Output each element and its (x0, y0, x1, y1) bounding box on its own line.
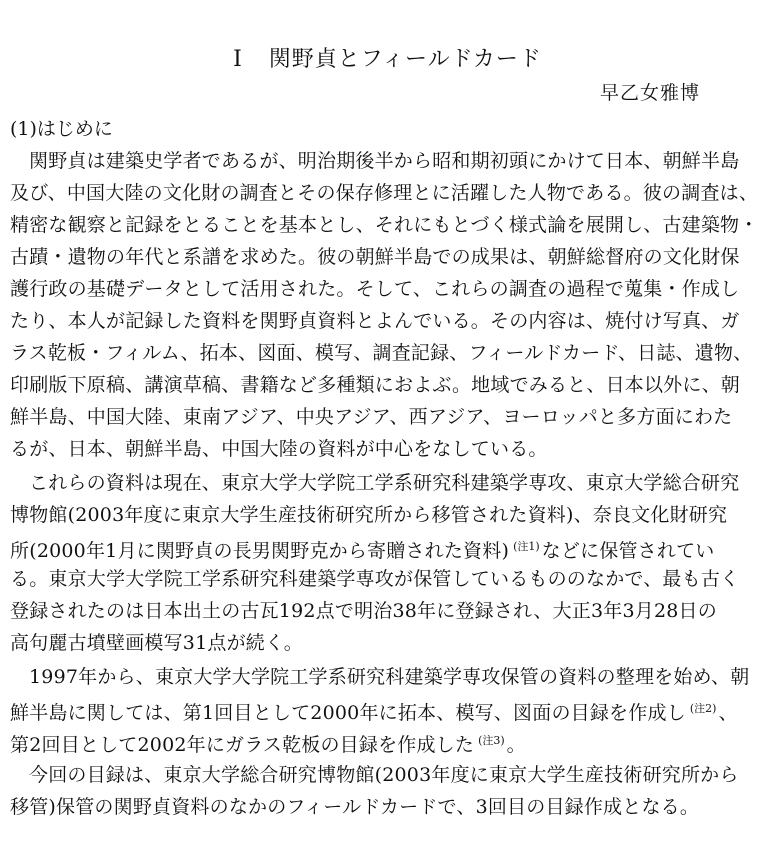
line-text: 、 (718, 702, 738, 724)
footnote-marker: (注2) (689, 702, 717, 715)
paragraph-line: 関野貞は建築史学者であるが、明治期後半から昭和期初頭にかけて日本、朝鮮半島 (29, 150, 740, 172)
line-text: 第2回目として2002年にガラス乾板の目録を作成した (10, 734, 475, 756)
paragraph-line: 登録されたのは日本出土の古瓦192点で明治38年に登録され、大正3年3月28日の (10, 600, 717, 622)
paragraph-line: 1997年から、東京大学大学院工学系研究科建築学専攻保管の資料の整理を始め、朝 (29, 666, 750, 688)
paragraph-line (10, 531, 770, 563)
line-text: 所(2000年1月に関野貞の長男関野克から寄贈された資料) (10, 540, 510, 562)
paragraph-line: 印刷版下原稿、講演草稿、書籍など多種類におよぶ。地域でみると、日本以外に、朝 (10, 374, 740, 396)
chapter-title-text: 関野貞とフィールドカード (268, 47, 542, 72)
paragraph-line: 博物館(2003年度に東京大学生産技術研究所から移管された資料)、奈良文化財研究 (10, 504, 728, 526)
footnote-marker: (注3) (478, 734, 505, 747)
paragraph-line: る。東京大学大学院工学系研究科建築学専攻が保管しているもののなかで、最も古く (10, 568, 740, 590)
paragraph-line: 護行政の基礎データとして活用された。そして、これらの調査の過程で蒐集・作成し (10, 278, 740, 300)
paragraph-line: るが、日本、朝鮮半島、中国大陸の資料が中心をなしている。 (10, 438, 548, 460)
chapter-title (0, 42, 775, 73)
paragraph-line: 高句麗古墳壁画模写31点が続く。 (10, 632, 303, 654)
line-text: 。 (506, 734, 526, 756)
chapter-number: I (233, 47, 243, 72)
paragraph-line: たり、本人が記録した資料を関野貞資料とよんでいる。その内容は、焼付け写真、ガ (10, 310, 740, 332)
paragraph-line: 今回の目録は、東京大学総合研究博物館(2003年度に東京大学生産技術研究所から (29, 764, 739, 786)
line-text: などに保管されてい (541, 540, 715, 562)
paragraph-line: 移管)保管の関野貞資料のなかのフィールドカードで、3回目の目録作成となる。 (10, 796, 700, 818)
paragraph-line: 古蹟・遺物の年代と系譜を求めた。彼の朝鮮半島での成果は、朝鮮総督府の文化財保 (10, 246, 740, 268)
paragraph-line: 及び、中国大陸の文化財の調査とその保存修理とに活躍した人物である。彼の調査は、 (10, 182, 759, 204)
paragraph-line (10, 725, 770, 757)
author-name: 早乙女雅博 (600, 82, 701, 104)
paragraph-line: ラス乾板・フィルム、拓本、図面、模写、調査記録、フィールドカード、日誌、遺物、 (10, 342, 753, 364)
paragraph-line (10, 693, 770, 725)
paragraph-line: これらの資料は現在、東京大学大学院工学系研究科建築学専攻、東京大学総合研究 (29, 472, 740, 494)
footnote-marker: (注1) (513, 540, 540, 553)
body-text (10, 145, 770, 823)
paragraph-line: 鮮半島、中国大陸、東南アジア、中央アジア、西アジア、ヨーロッパと多方面にわた (10, 406, 733, 428)
section-heading: (1)はじめに (10, 118, 113, 140)
paragraph-line: 精密な観察と記録をとることを基本とし、それにもとづく様式論を展開し、古建築物・ (10, 214, 759, 236)
line-text: 鮮半島に関しては、第1回目として2000年に拓本、模写、図面の目録を作成し (10, 702, 686, 724)
